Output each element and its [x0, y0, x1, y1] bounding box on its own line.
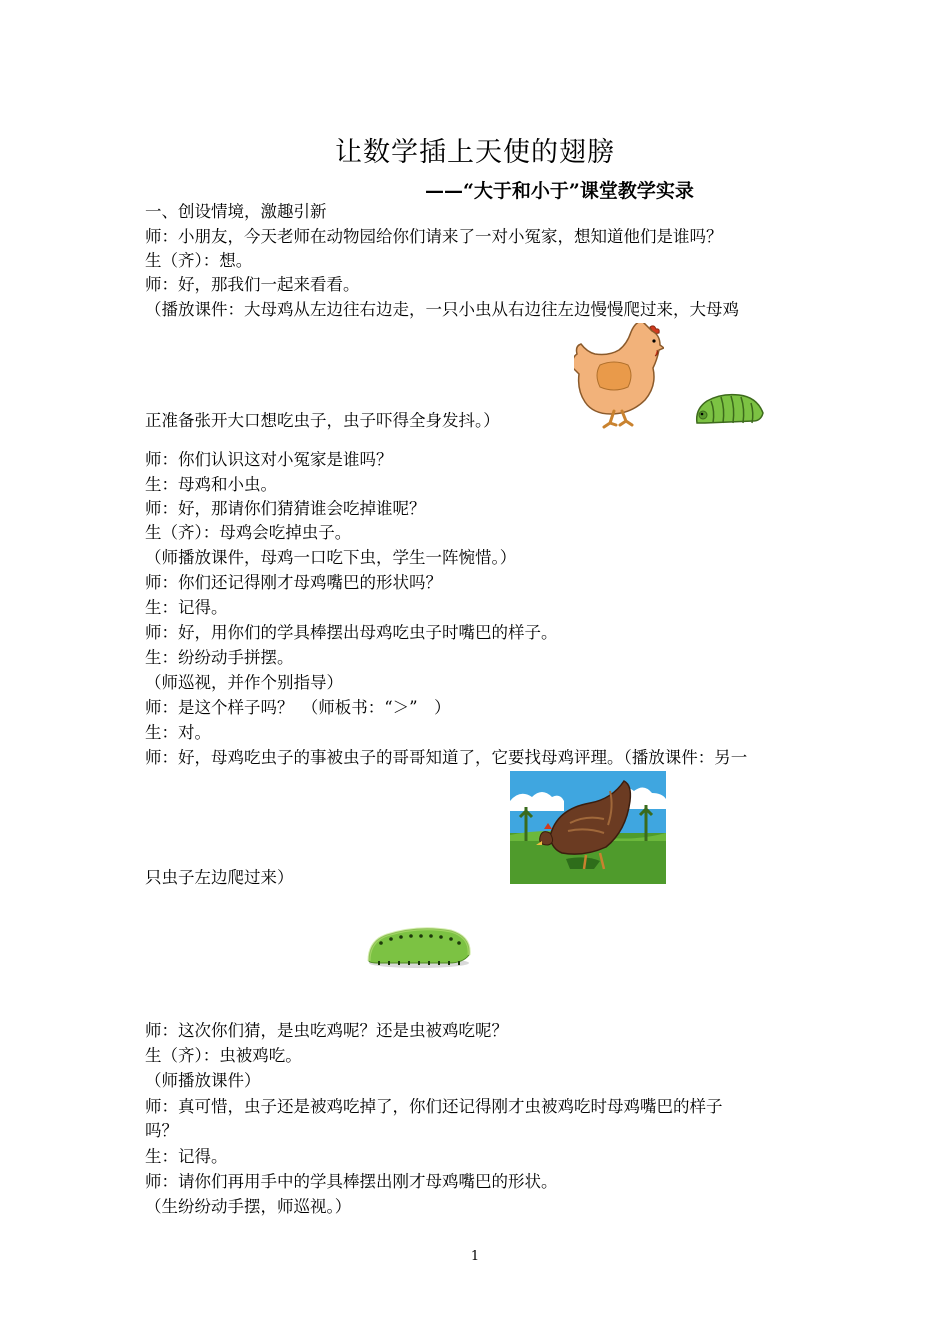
text-line: 生（齐）：虫被鸡吃。: [145, 1046, 302, 1065]
text-line: 师：真可惜，虫子还是被鸡吃掉了，你们还记得刚才虫被鸡吃时母鸡嘴巴的样子: [145, 1097, 723, 1116]
page-subtitle: ——“大于和小于”课堂教学实录: [425, 180, 694, 202]
text-line: 师：好，那我们一起来看看。: [145, 275, 360, 294]
text-line: 师：好，那请你们猜猜谁会吃掉谁呢？: [145, 499, 426, 518]
page-title: 让数学插上天使的翅膀: [335, 137, 615, 168]
text-line: 师：小朋友，今天老师在动物园给你们请来了一对小冤家，想知道他们是谁吗？: [145, 227, 723, 246]
text-line: 生：对。: [145, 723, 211, 742]
text-line: （师播放课件）: [145, 1071, 261, 1090]
text-line: 吗？: [145, 1121, 178, 1140]
text-line: 师：请你们再用手中的学具棒摆出刚才母鸡嘴巴的形状。: [145, 1172, 558, 1191]
text-line: （播放课件：大母鸡从左边往右边走，一只小虫从右边往左边慢慢爬过来，大母鸡: [145, 300, 739, 319]
hen-field-illustration: [510, 771, 666, 884]
caterpillar-illustration: [693, 393, 765, 429]
text-line: 生：母鸡和小虫。: [145, 475, 277, 494]
text-line: 师：你们还记得刚才母鸡嘴巴的形状吗？: [145, 573, 442, 592]
text-line: 师：好，母鸡吃虫子的事被虫子的哥哥知道了，它要找母鸡评理。（播放课件：另一: [145, 748, 748, 767]
text-line: 生：纷纷动手拼摆。: [145, 648, 294, 667]
text-line: 师：这次你们猜，是虫吃鸡呢？还是虫被鸡吃呢？: [145, 1021, 508, 1040]
text-line: 生：记得。: [145, 598, 228, 617]
text-line: 生（齐）：母鸡会吃掉虫子。: [145, 523, 352, 542]
text-line: 一、创设情境，激趣引新: [145, 202, 327, 221]
text-line: 正准备张开大口想吃虫子，虫子吓得全身发抖。）: [145, 411, 500, 430]
text-line: （师播放课件，母鸡一口吃下虫，学生一阵惋惜。）: [145, 548, 517, 567]
text-line: 师：好，用你们的学具棒摆出母鸡吃虫子时嘴巴的样子。: [145, 623, 558, 642]
text-line: （师巡视，并作个别指导）: [145, 673, 343, 692]
hen-illustration: [574, 323, 664, 429]
text-line: 生：记得。: [145, 1147, 228, 1166]
text-line: 师：是这个样子吗？ （师板书：“＞” ）: [145, 698, 451, 717]
text-line: 师：你们认识这对小冤家是谁吗？: [145, 450, 393, 469]
page-number: 1: [470, 1249, 480, 1264]
caterpillar-illustration: [367, 927, 471, 969]
text-line: （生纷纷动手摆，师巡视。）: [145, 1197, 352, 1216]
text-line: 只虫子左边爬过来）: [145, 868, 294, 887]
text-line: 生（齐）：想。: [145, 251, 253, 270]
